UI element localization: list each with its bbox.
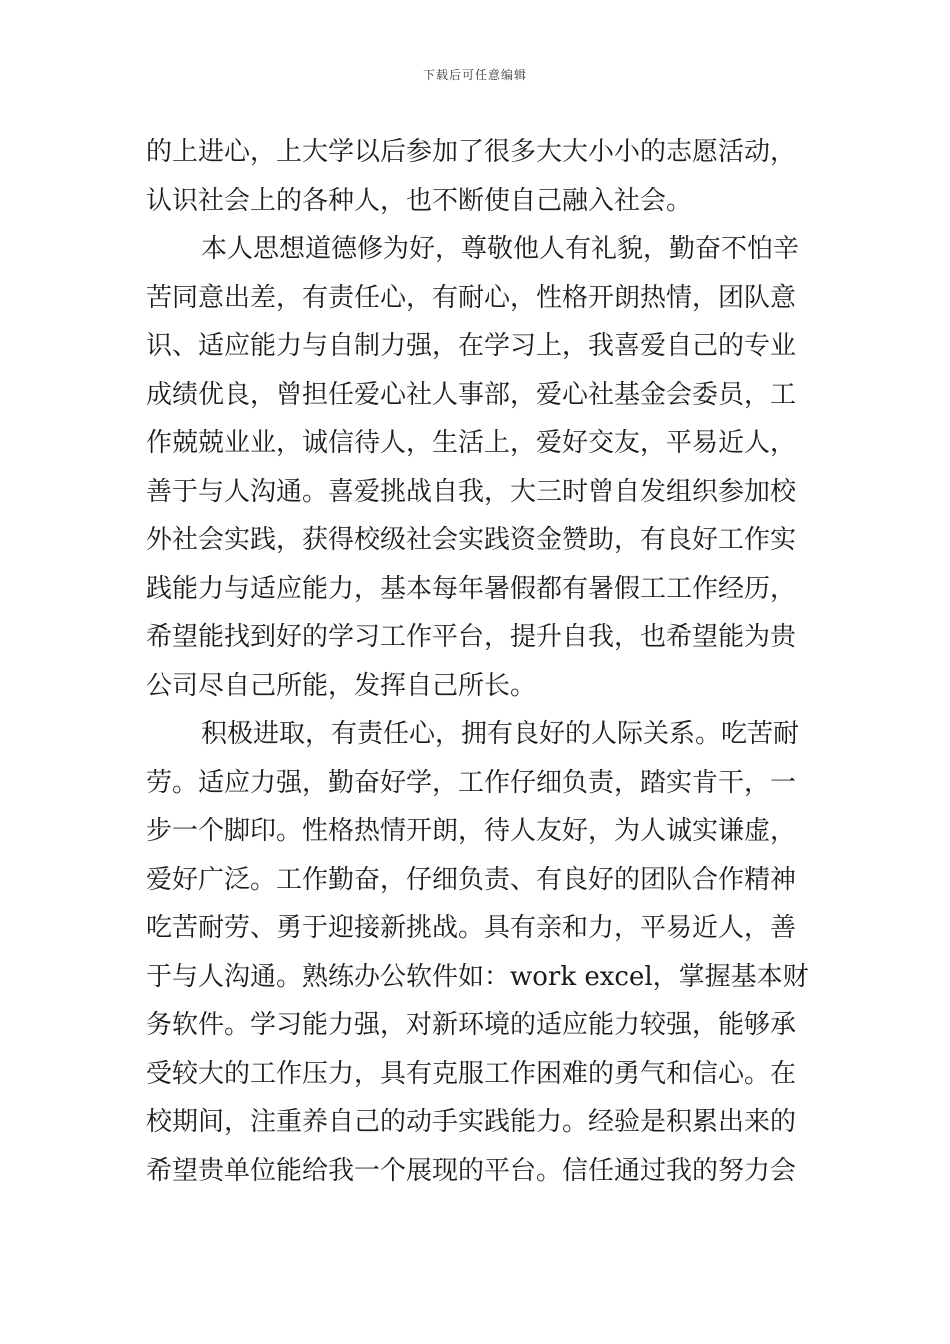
text-line: 本人思想道德修为好，尊敬他人有礼貌，勤奋不怕辛 — [201, 234, 800, 264]
text-line: 外社会实践，获得校级社会实践资金赞助，有良好工作实 — [146, 525, 797, 555]
text-line: 校期间，注重养自己的动手实践能力。经验是积累出来的 — [146, 1107, 797, 1137]
text-line: 积极进取，有责任心，拥有良好的人际关系。吃苦耐 — [201, 719, 800, 749]
text-line: 善于与人沟通。喜爱挑战自我，大三时曾自发组织参加校 — [146, 476, 797, 507]
text-line: 吃苦耐劳、勇于迎接新挑战。具有亲和力，平易近人，善 — [146, 913, 797, 943]
page-header: 下载后可任意编辑 — [422, 68, 527, 82]
text-line: 公司尽自己所能，发挥自己所长。 — [146, 670, 537, 701]
text-line: 于与人沟通。熟练办公软件如：work excel，掌握基本财 — [146, 961, 809, 992]
document-body — [146, 128, 816, 1195]
text-line: 务软件。学习能力强，对新环境的适应能力较强，能够承 — [146, 1010, 797, 1040]
text-line: 成绩优良，曾担任爱心社人事部，爱心社基金会委员，工 — [146, 379, 797, 410]
text-line: 劳。适应力强，勤奋好学，工作仔细负责，踏实肯干，一 — [146, 767, 797, 798]
text-line: 受较大的工作压力，具有克服工作困难的勇气和信心。在 — [146, 1058, 797, 1089]
text-line: 认识社会上的各种人，也不断使自己融入社会。 — [146, 185, 693, 216]
text-line: 爱好广泛。工作勤奋，仔细负责、有良好的团队合作精神 — [146, 864, 797, 895]
text-line: 希望能找到好的学习工作平台，提升自我，也希望能为贵 — [146, 622, 797, 652]
text-line: 希望贵单位能给我一个展现的平台。信任通过我的努力会 — [146, 1155, 797, 1186]
text-line: 践能力与适应能力，基本每年暑假都有暑假工工作经历， — [146, 573, 797, 604]
text-line: 的上进心，上大学以后参加了很多大大小小的志愿活动， — [146, 137, 797, 167]
text-line: 步一个脚印。性格热情开朗，待人友好，为人诚实谦虚， — [146, 816, 797, 846]
text-line: 苦同意出差，有责任心，有耐心，性格开朗热情，团队意 — [146, 282, 797, 313]
text-line: 识、适应能力与自制力强，在学习上，我喜爱自己的专业 — [146, 331, 797, 361]
text-line: 作兢兢业业，诚信待人，生活上，爱好交友，平易近人， — [146, 428, 797, 458]
